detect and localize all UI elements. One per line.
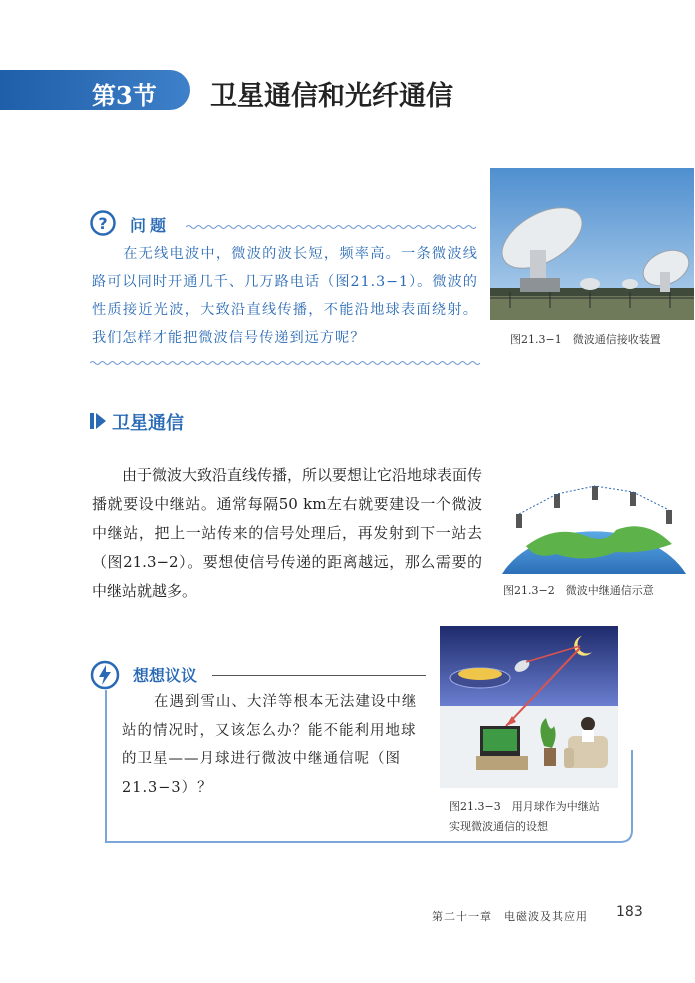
figure-caption-2: 图21.3−2 微波中继通信示意: [503, 584, 654, 597]
figure-caption-1: 图21.3−1 微波通信接收装置: [510, 333, 661, 346]
body-paragraph: 由于微波大致沿直线传播，所以要想让它沿地球表面传播就要设中继站。通常每隔50 km左右就要建设一个微波中继站，把上一站传来的信号处理后，再发射到下一站去（图21.3−2）。要想使信号传递的距离越远，那么需要的中继站就越多。: [92, 466, 483, 600]
discussion-heading: 想想议议: [133, 666, 198, 685]
discussion-text: 在遇到雪山、大洋等根本无法建设中继站的情况时，又该怎么办？能不能利用地球的卫星——月球进行微波中继通信呢（图21.3−3）？: [122, 694, 418, 796]
lightning-icon: [90, 660, 120, 690]
wavy-divider-bottom: [90, 360, 480, 366]
section-number: 第3节: [92, 81, 157, 110]
question-icon: [90, 210, 116, 236]
discussion-rule: [212, 675, 426, 676]
figure-caption-3: [449, 797, 629, 837]
moon-relay-illustration: [440, 626, 618, 788]
figure-caption-3-line2: 实现微波通信的设想: [449, 820, 548, 833]
relay-diagram: [496, 474, 692, 574]
question-text: 在无线电波中，微波的波长短，频率高。一条微波线路可以同时开通几千、几万路电话（图21.3−1）。微波的性质接近光波，大致沿直线传播，不能沿地球表面绕射。我们怎样才能把微波信号传递到远方呢？: [92, 246, 478, 346]
question-heading: 问题: [130, 216, 171, 235]
section-title: 卫星通信和光纤通信: [210, 81, 453, 112]
page-number: 183: [616, 904, 643, 920]
microwave-dish-photo: [490, 168, 694, 320]
footer-chapter: 第二十一章 电磁波及其应用: [432, 910, 588, 923]
figure-caption-3-line1: 图21.3−3 用月球作为中继站: [449, 800, 600, 813]
svg-text:?: ?: [98, 214, 108, 233]
subsection-title: 卫星通信: [112, 413, 184, 434]
wavy-divider: [186, 224, 476, 230]
section-marker-icon: [90, 413, 106, 429]
